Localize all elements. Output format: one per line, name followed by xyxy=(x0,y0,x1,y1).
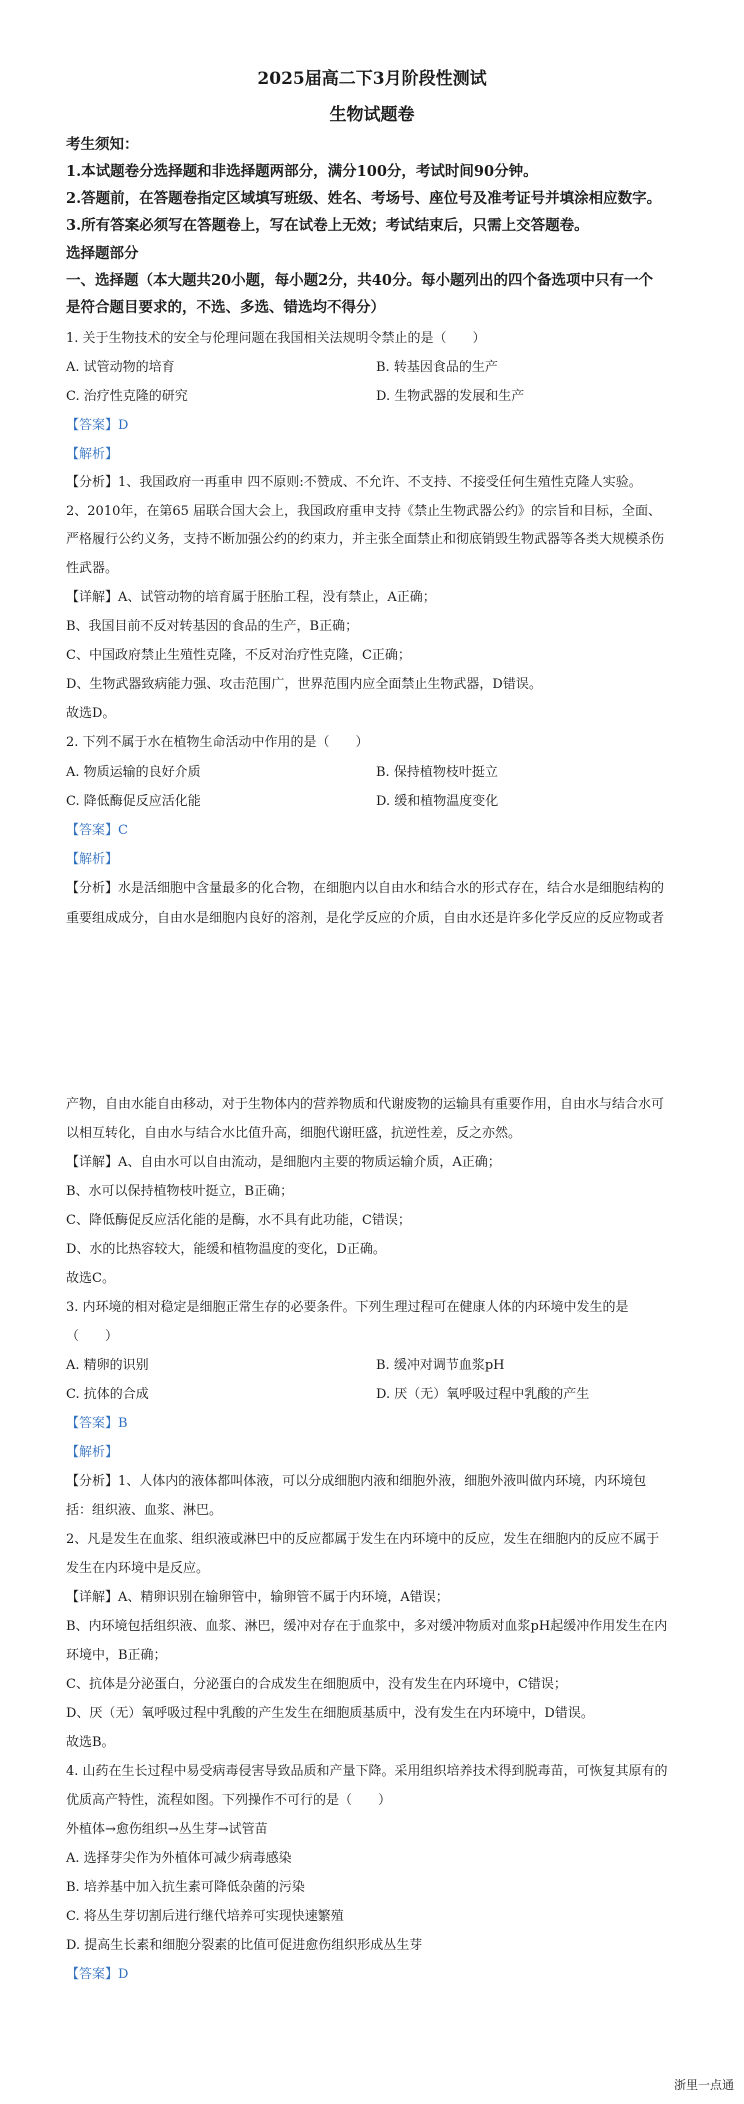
q1-analysis-tag: 【解析】 xyxy=(66,447,119,462)
q2-option-a: A. 物质运输的良好介质 xyxy=(66,765,201,780)
q3-option-d: D. 厌（无）氧呼吸过程中乳酸的产生 xyxy=(376,1387,590,1402)
q3-analysis-line: 2、凡是发生在血浆、组织液或淋巴中的反应都属于发生在内环境中的反应，发生在细胞内的反应不属于 xyxy=(66,1532,660,1547)
question-4-stem-cont: 优质高产特性，流程如图。下列操作不可行的是（ ） xyxy=(66,1793,392,1808)
notice-heading: 考生须知： xyxy=(66,136,139,153)
q2-option-b: B. 保持植物枝叶挺立 xyxy=(376,765,498,780)
q1-option-b: B. 转基因食品的生产 xyxy=(376,360,498,375)
q4-answer: 【答案】D xyxy=(66,1967,129,1982)
q3-analysis-tag: 【解析】 xyxy=(66,1445,119,1460)
q1-option-d: D. 生物武器的发展和生产 xyxy=(376,389,525,404)
q1-analysis-line: C、中国政府禁止生殖性克隆，不反对治疗性克隆，C正确； xyxy=(66,648,411,663)
q4-option-b: B. 培养基中加入抗生素可降低杂菌的污染 xyxy=(66,1880,305,1895)
q2-analysis-line: 故选C。 xyxy=(66,1271,115,1286)
q2-answer: 【答案】C xyxy=(66,823,128,838)
question-4-stem: 4. 山药在生长过程中易受病毒侵害导致品质和产量下降。采用组织培养技术得到脱毒苗，可恢复其原有的 xyxy=(66,1764,668,1779)
section-part: 选择题部分 xyxy=(66,245,139,262)
section-heading: 一、选择题（本大题共20小题，每小题2分，共40分。每小题列出的四个备选项中只有一个 xyxy=(66,272,653,289)
q1-analysis-line: 严格履行公约义务，支持不断加强公约的约束力，并主张全面禁止和彻底销毁生物武器等各类大规模杀伤 xyxy=(66,532,665,547)
q3-analysis-line: C、抗体是分泌蛋白，分泌蛋白的合成发生在细胞质中，没有发生在内环境中，C错误； xyxy=(66,1677,567,1692)
q2-analysis-line: 【分析】水是活细胞中含量最多的化合物，在细胞内以自由水和结合水的形式存在，结合水是细胞结构的 xyxy=(66,881,665,896)
q2-analysis-line: 以相互转化，自由水与结合水比值升高，细胞代谢旺盛，抗逆性差，反之亦然。 xyxy=(66,1126,522,1141)
footer-brand: 浙里一点通 xyxy=(673,2078,734,2092)
notice-item: 3.所有答案必须写在答题卷上，写在试卷上无效；考试结束后，只需上交答题卷。 xyxy=(66,217,589,234)
q2-analysis-line: 【详解】A、自由水可以自由流动，是细胞内主要的物质运输介质，A正确； xyxy=(66,1155,501,1170)
q2-analysis-tag: 【解析】 xyxy=(66,852,119,867)
exam-subtitle: 生物试题卷 xyxy=(329,105,415,125)
q4-option-d: D. 提高生长素和细胞分裂素的比值可促进愈伤组织形成丛生芽 xyxy=(66,1938,423,1953)
q3-analysis-line: 【详解】A、精卵识别在输卵管中，输卵管不属于内环境，A错误； xyxy=(66,1590,449,1605)
q1-option-a: A. 试管动物的培育 xyxy=(66,360,175,375)
section-heading: 是符合题目要求的，不选、多选、错选均不得分） xyxy=(66,299,385,316)
q2-analysis-line: 重要组成成分，自由水是细胞内良好的溶剂，是化学反应的介质，自由水还是许多化学反应的反应物或者 xyxy=(66,911,665,926)
q4-option-c: C. 将丛生芽切割后进行继代培养可实现快速繁殖 xyxy=(66,1909,344,1924)
q1-analysis-line: 故选D。 xyxy=(66,706,116,721)
q1-answer: 【答案】D xyxy=(66,418,129,433)
notice-item: 2.答题前，在答题卷指定区域填写班级、姓名、考场号、座位号及准考证号并填涂相应数字。 xyxy=(66,190,662,207)
q1-analysis-line: D、生物武器致病能力强、攻击范围广，世界范围内应全面禁止生物武器，D错误。 xyxy=(66,677,542,692)
q2-analysis-line: C、降低酶促反应活化能的是酶，水不具有此功能，C错误； xyxy=(66,1213,411,1228)
q3-option-b: B. 缓冲对调节血浆pH xyxy=(376,1358,505,1373)
question-1-stem: 1. 关于生物技术的安全与伦理问题在我国相关法规明令禁止的是（ ） xyxy=(66,331,486,346)
q1-analysis-line: B、我国目前不反对转基因的食品的生产，B正确； xyxy=(66,619,359,634)
q3-analysis-line: 括：组织液、血浆、淋巴。 xyxy=(66,1503,223,1518)
q3-analysis-line: D、厌（无）氧呼吸过程中乳酸的产生发生在细胞质基质中，没有发生在内环境中，D错误。 xyxy=(66,1706,594,1721)
exam-title: 2025届高二下3月阶段性测试 xyxy=(257,69,487,89)
q3-analysis-line: B、内环境包括组织液、血浆、淋巴，缓冲对存在于血浆中，多对缓冲物质对血浆pH起缓冲作用发生在内 xyxy=(66,1619,668,1634)
q3-option-c: C. 抗体的合成 xyxy=(66,1387,149,1402)
question-3-stem-cont: （ ） xyxy=(66,1329,119,1344)
q2-option-c: C. 降低酶促反应活化能 xyxy=(66,794,201,809)
q2-analysis-line: D、水的比热容较大，能缓和植物温度的变化，D正确。 xyxy=(66,1242,386,1257)
q4-option-a: A. 选择芽尖作为外植体可减少病毒感染 xyxy=(66,1851,292,1866)
q1-analysis-line: 【分析】1、我国政府一再重申 四不原则:不赞成、不允许、不支持、不接受任何生殖性克隆人实验。 xyxy=(66,475,642,490)
q1-option-c: C. 治疗性克隆的研究 xyxy=(66,389,188,404)
q3-option-a: A. 精卵的识别 xyxy=(66,1358,149,1373)
q4-flow: 外植体→愈伤组织→丛生芽→试管苗 xyxy=(66,1822,268,1837)
q3-analysis-line: 故选B。 xyxy=(66,1735,115,1750)
q1-analysis-line: 性武器。 xyxy=(66,561,119,576)
q3-analysis-line: 发生在内环境中是反应。 xyxy=(66,1561,210,1576)
q2-analysis-line: B、水可以保持植物枝叶挺立，B正确； xyxy=(66,1184,294,1199)
q3-analysis-line: 环境中，B正确； xyxy=(66,1648,167,1663)
q1-analysis-line: 2、2010年，在第65 届联合国大会上，我国政府重申支持《禁止生物武器公约》的宗旨和目标，全面、 xyxy=(66,504,662,519)
q3-answer: 【答案】B xyxy=(66,1416,128,1431)
notice-item: 1.本试题卷分选择题和非选择题两部分，满分100分，考试时间90分钟。 xyxy=(66,163,538,180)
question-3-stem: 3. 内环境的相对稳定是细胞正常生存的必要条件。下列生理过程可在健康人体的内环境中发生的是 xyxy=(66,1300,629,1315)
q3-analysis-line: 【分析】1、人体内的液体都叫体液，可以分成细胞内液和细胞外液，细胞外液叫做内环境，内环境包 xyxy=(66,1474,647,1489)
q1-analysis-line: 【详解】A、试管动物的培育属于胚胎工程，没有禁止，A正确； xyxy=(66,590,436,605)
q2-option-d: D. 缓和植物温度变化 xyxy=(376,794,499,809)
question-2-stem: 2. 下列不属于水在植物生命活动中作用的是（ ） xyxy=(66,735,369,750)
q2-analysis-line: 产物，自由水能自由移动，对于生物体内的营养物质和代谢废物的运输具有重要作用，自由水与结合水可 xyxy=(66,1097,665,1112)
